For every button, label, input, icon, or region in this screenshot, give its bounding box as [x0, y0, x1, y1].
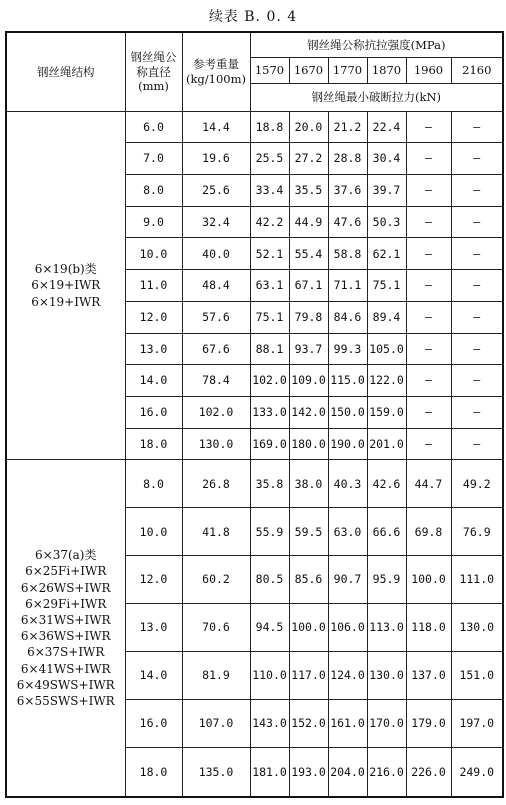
- force-cell: —: [406, 143, 451, 175]
- header-grade: 1770: [328, 57, 367, 83]
- weight-cell: 60.2: [182, 556, 250, 604]
- force-cell: —: [451, 238, 503, 270]
- force-cell: 204.0: [328, 747, 367, 797]
- force-cell: —: [451, 143, 503, 175]
- force-cell: 193.0: [289, 747, 328, 797]
- force-cell: 197.0: [451, 699, 503, 747]
- weight-cell: 25.6: [182, 174, 250, 206]
- force-cell: 71.1: [328, 270, 367, 302]
- force-cell: —: [406, 396, 451, 428]
- force-cell: 50.3: [367, 206, 406, 238]
- table-row: [6, 111, 503, 143]
- diameter-cell: 14.0: [125, 365, 182, 397]
- force-cell: 130.0: [367, 651, 406, 699]
- force-cell: 21.2: [328, 111, 367, 143]
- force-cell: 27.2: [289, 143, 328, 175]
- header-strength-group: 钢丝绳公称抗拉强度(MPa): [250, 32, 503, 57]
- header-diameter: 钢丝绳公称直径(mm): [125, 32, 182, 111]
- force-cell: 84.6: [328, 301, 367, 333]
- force-cell: —: [406, 111, 451, 143]
- force-cell: —: [406, 270, 451, 302]
- force-cell: 42.6: [367, 460, 406, 508]
- force-cell: 124.0: [328, 651, 367, 699]
- structure-line: 6×29Fi+IWR: [25, 596, 107, 611]
- weight-cell: 102.0: [182, 396, 250, 428]
- force-cell: 35.8: [250, 460, 289, 508]
- force-cell: 39.7: [367, 174, 406, 206]
- force-cell: 85.6: [289, 556, 328, 604]
- force-cell: 142.0: [289, 396, 328, 428]
- force-cell: 40.3: [328, 460, 367, 508]
- weight-cell: 107.0: [182, 699, 250, 747]
- weight-cell: 57.6: [182, 301, 250, 333]
- structure-line: 6×36WS+IWR: [20, 629, 111, 644]
- diameter-cell: 11.0: [125, 270, 182, 302]
- force-cell: —: [406, 428, 451, 460]
- force-cell: 93.7: [289, 333, 328, 365]
- force-cell: 63.1: [250, 270, 289, 302]
- structure-line: 6×19+IWR: [31, 294, 101, 309]
- weight-cell: 32.4: [182, 206, 250, 238]
- force-cell: —: [406, 365, 451, 397]
- force-cell: 44.9: [289, 206, 328, 238]
- diameter-cell: 8.0: [125, 174, 182, 206]
- weight-cell: 81.9: [182, 651, 250, 699]
- force-cell: 99.3: [328, 333, 367, 365]
- force-cell: 47.6: [328, 206, 367, 238]
- force-cell: 180.0: [289, 428, 328, 460]
- force-cell: —: [451, 301, 503, 333]
- force-cell: —: [451, 174, 503, 206]
- header-grade: 1870: [367, 57, 406, 83]
- force-cell: 118.0: [406, 604, 451, 652]
- force-cell: 22.4: [367, 111, 406, 143]
- weight-cell: 130.0: [182, 428, 250, 460]
- force-cell: 249.0: [451, 747, 503, 797]
- force-cell: 179.0: [406, 699, 451, 747]
- structure-cell: [6, 460, 125, 797]
- force-cell: 35.5: [289, 174, 328, 206]
- force-cell: 79.8: [289, 301, 328, 333]
- structure-line: 6×37S+IWR: [27, 645, 105, 660]
- weight-cell: 70.6: [182, 604, 250, 652]
- force-cell: 49.2: [451, 460, 503, 508]
- force-cell: 152.0: [289, 699, 328, 747]
- weight-cell: 26.8: [182, 460, 250, 508]
- diameter-cell: 12.0: [125, 301, 182, 333]
- force-cell: 76.9: [451, 508, 503, 556]
- force-cell: 58.8: [328, 238, 367, 270]
- force-cell: 117.0: [289, 651, 328, 699]
- weight-cell: 67.6: [182, 333, 250, 365]
- diameter-cell: 16.0: [125, 396, 182, 428]
- force-cell: 55.9: [250, 508, 289, 556]
- force-cell: —: [406, 238, 451, 270]
- force-cell: 69.8: [406, 508, 451, 556]
- force-cell: 110.0: [250, 651, 289, 699]
- force-cell: 30.4: [367, 143, 406, 175]
- force-cell: 100.0: [289, 604, 328, 652]
- force-cell: 170.0: [367, 699, 406, 747]
- diameter-cell: 13.0: [125, 604, 182, 652]
- structure-line: 6×26WS+IWR: [20, 580, 111, 595]
- force-cell: 90.7: [328, 556, 367, 604]
- force-cell: —: [406, 333, 451, 365]
- header-weight: 参考重量(kg/100m): [182, 32, 250, 111]
- force-cell: 95.9: [367, 556, 406, 604]
- force-cell: 37.6: [328, 174, 367, 206]
- force-cell: 75.1: [367, 270, 406, 302]
- weight-cell: 48.4: [182, 270, 250, 302]
- force-cell: 159.0: [367, 396, 406, 428]
- force-cell: —: [406, 206, 451, 238]
- weight-cell: 78.4: [182, 365, 250, 397]
- force-cell: 38.0: [289, 460, 328, 508]
- diameter-cell: 18.0: [125, 747, 182, 797]
- header-grade: 1570: [250, 57, 289, 83]
- force-cell: 18.8: [250, 111, 289, 143]
- force-cell: 52.1: [250, 238, 289, 270]
- force-cell: 151.0: [451, 651, 503, 699]
- structure-line: 6×49SWS+IWR: [16, 677, 115, 692]
- force-cell: 100.0: [406, 556, 451, 604]
- force-cell: —: [451, 270, 503, 302]
- force-cell: —: [451, 206, 503, 238]
- force-cell: —: [451, 396, 503, 428]
- structure-line: 6×25Fi+IWR: [25, 564, 107, 579]
- force-cell: 55.4: [289, 238, 328, 270]
- diameter-cell: 9.0: [125, 206, 182, 238]
- force-cell: 181.0: [250, 747, 289, 797]
- structure-cell: [6, 111, 125, 460]
- force-cell: 63.0: [328, 508, 367, 556]
- table-body: [6, 111, 503, 797]
- structure-line: 6×37(a)类: [35, 548, 97, 563]
- structure-line: 6×55SWS+IWR: [16, 693, 115, 708]
- force-cell: 169.0: [250, 428, 289, 460]
- force-cell: 89.4: [367, 301, 406, 333]
- force-cell: —: [406, 301, 451, 333]
- weight-cell: 41.8: [182, 508, 250, 556]
- force-cell: 115.0: [328, 365, 367, 397]
- structure-line: 6×41WS+IWR: [20, 661, 111, 676]
- weight-cell: 19.6: [182, 143, 250, 175]
- force-cell: 130.0: [451, 604, 503, 652]
- force-cell: 75.1: [250, 301, 289, 333]
- wire-rope-table: [5, 31, 504, 798]
- force-cell: 111.0: [451, 556, 503, 604]
- table-header: [6, 32, 503, 111]
- force-cell: 133.0: [250, 396, 289, 428]
- structure-line: 6×19+IWR: [31, 278, 101, 293]
- diameter-cell: 18.0: [125, 428, 182, 460]
- force-cell: 28.8: [328, 143, 367, 175]
- force-cell: 190.0: [328, 428, 367, 460]
- table-caption: 续表 B. 0. 4: [208, 9, 298, 25]
- diameter-cell: 10.0: [125, 508, 182, 556]
- diameter-cell: 16.0: [125, 699, 182, 747]
- force-cell: 94.5: [250, 604, 289, 652]
- header-grade: 1960: [406, 57, 451, 83]
- diameter-cell: 10.0: [125, 238, 182, 270]
- force-cell: 88.1: [250, 333, 289, 365]
- table-row: [6, 460, 503, 508]
- force-cell: 143.0: [250, 699, 289, 747]
- structure-line: 6×31WS+IWR: [20, 613, 111, 628]
- force-cell: 216.0: [367, 747, 406, 797]
- diameter-cell: 6.0: [125, 111, 182, 143]
- structure-line: 6×19(b)类: [34, 262, 97, 277]
- force-cell: —: [451, 111, 503, 143]
- weight-cell: 135.0: [182, 747, 250, 797]
- force-cell: 105.0: [367, 333, 406, 365]
- force-cell: 59.5: [289, 508, 328, 556]
- force-cell: 67.1: [289, 270, 328, 302]
- force-cell: —: [451, 428, 503, 460]
- header-grade: 2160: [451, 57, 503, 83]
- weight-cell: 14.4: [182, 111, 250, 143]
- header-force-group: 钢丝绳最小破断拉力(kN): [250, 83, 503, 111]
- force-cell: 122.0: [367, 365, 406, 397]
- diameter-cell: 12.0: [125, 556, 182, 604]
- force-cell: 150.0: [328, 396, 367, 428]
- force-cell: 42.2: [250, 206, 289, 238]
- force-cell: 201.0: [367, 428, 406, 460]
- force-cell: 102.0: [250, 365, 289, 397]
- force-cell: 25.5: [250, 143, 289, 175]
- force-cell: —: [406, 174, 451, 206]
- diameter-cell: 13.0: [125, 333, 182, 365]
- force-cell: 44.7: [406, 460, 451, 508]
- diameter-cell: 7.0: [125, 143, 182, 175]
- force-cell: —: [451, 333, 503, 365]
- force-cell: 113.0: [367, 604, 406, 652]
- force-cell: 80.5: [250, 556, 289, 604]
- force-cell: 161.0: [328, 699, 367, 747]
- force-cell: 226.0: [406, 747, 451, 797]
- force-cell: 109.0: [289, 365, 328, 397]
- force-cell: 66.6: [367, 508, 406, 556]
- force-cell: 137.0: [406, 651, 451, 699]
- force-cell: —: [451, 365, 503, 397]
- diameter-cell: 14.0: [125, 651, 182, 699]
- force-cell: 62.1: [367, 238, 406, 270]
- diameter-cell: 8.0: [125, 460, 182, 508]
- force-cell: 20.0: [289, 111, 328, 143]
- header-structure: 钢丝绳结构: [6, 32, 125, 111]
- force-cell: 106.0: [328, 604, 367, 652]
- header-grade: 1670: [289, 57, 328, 83]
- weight-cell: 40.0: [182, 238, 250, 270]
- force-cell: 33.4: [250, 174, 289, 206]
